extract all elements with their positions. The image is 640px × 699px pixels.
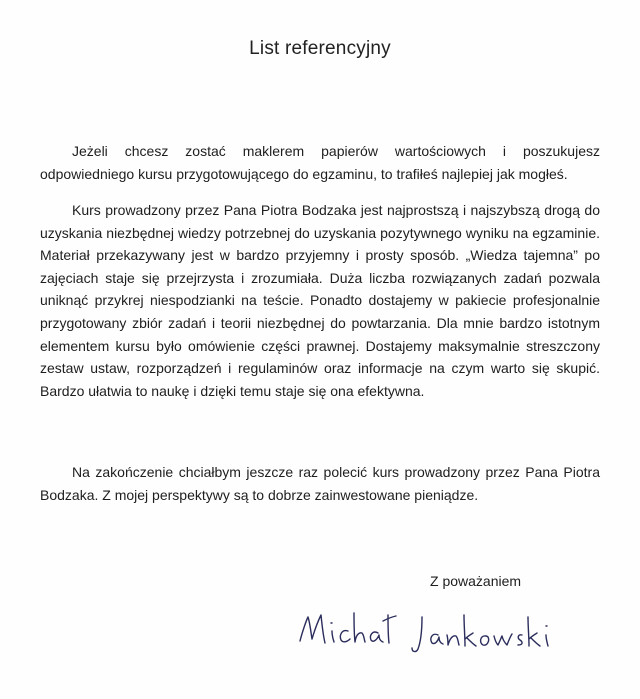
paragraph-conclusion: Na zakończenie chciałbym jeszcze raz polecić kurs prowadzony przez Pana Piotra Bodzaka. Z mojej perspektywy są to dobrze zainwestowane pieniądze.: [40, 464, 600, 503]
handwritten-signature: [290, 605, 570, 675]
closing-salutation: Z poważaniem: [430, 573, 522, 589]
signature-drawing: [290, 605, 570, 675]
letter-title: List referencyjny: [249, 38, 391, 59]
paragraph-body: Kurs prowadzony przez Pana Piotra Bodzaka jest najprostszą i najszybszą drogą do uzyskania niezbędnej wiedzy potrzebnej do uzyskania pozytywnego wyniku na egzaminie. Materiał przekazywany jest w bardzo przyjemny i prosty sposób. „Wiedza tajemna” po zajęciach staje się przejrzysta i zrozumiała. Duża liczba rozwiązanych zadań pozwala uniknąć przykrej niespodzianki na teście. Ponadto dostajemy w pakiecie profesjonalnie przygotowany zbiór zadań i teorii niezbędnej do powtarzania. Dla mnie bardzo istotnym elementem kursu było omówienie części prawnej. Dostajemy maksymalnie streszczony zestaw ustaw, rozporządzeń i regulaminów oraz informacje na czym warto się skupić. Bardzo ułatwia to naukę i dzięki temu staje się ona efektywna.: [40, 202, 600, 399]
paragraph-intro: Jeżeli chcesz zostać maklerem papierów wartościowych i poszukujesz odpowiedniego kursu przygotowującego do egzaminu, to trafiłeś najlepiej jak mogłeś.: [40, 143, 600, 182]
